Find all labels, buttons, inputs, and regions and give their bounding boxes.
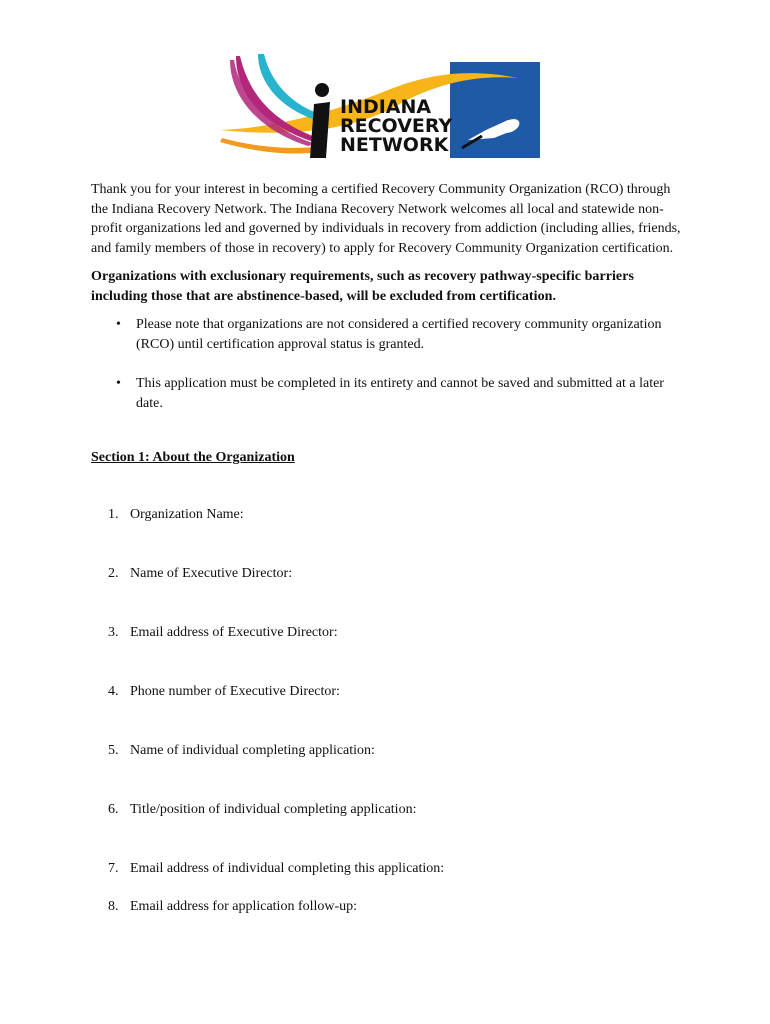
logo-text-line1: INDIANA: [340, 96, 432, 118]
question-label: Name of Executive Director:: [130, 566, 293, 581]
question-organization-name: [108, 505, 244, 524]
question-applicant-title: [108, 800, 416, 819]
question-label: Email address of individual completing this application:: [130, 861, 445, 876]
logo-person-body: [310, 102, 330, 158]
logo-text-line2: RECOVERY: [340, 115, 453, 137]
question-label: Phone number of Executive Director:: [130, 684, 340, 699]
indiana-recovery-network-logo: [218, 50, 542, 162]
question-executive-director-name: [108, 564, 292, 583]
question-number: 6.: [108, 802, 119, 817]
intro-paragraph: Thank you for your interest in becoming a certified Recovery Community Organization (RCO) through the Indiana Recovery Network. The Indiana Recovery Network welcomes all local and statewide non-profit organizations led and governed by individuals in recovery from addiction (including allies, friends, and family members of those in recovery) to apply for Recovery Community Organization certification.: [91, 182, 681, 256]
question-number: 3.: [108, 625, 119, 640]
section-1-title: Section 1: About the Organization: [91, 450, 295, 466]
question-number: 7.: [108, 861, 119, 876]
notice-item: [91, 374, 681, 413]
logo-orange-arc: [220, 138, 322, 154]
question-followup-email: [108, 897, 357, 916]
question-label: Name of individual completing application:: [130, 743, 375, 758]
document-body: [91, 180, 691, 467]
notice-item: [91, 315, 681, 354]
notice-text: Please note that organizations are not considered a certified recovery community organization (RCO) until certification approval status is granted.: [136, 317, 662, 352]
bullet-icon: •: [116, 376, 121, 392]
question-label: Title/position of individual completing application:: [130, 802, 417, 817]
question-number: 8.: [108, 899, 119, 914]
notice-list: [91, 315, 691, 413]
exclusion-warning: Organizations with exclusionary requirements, such as recovery pathway-specific barriers including those that are abstinence-based, will be excluded from certification.: [91, 269, 634, 304]
question-label: Email address for application follow-up:: [130, 899, 358, 914]
question-number: 5.: [108, 743, 119, 758]
question-number: 1.: [108, 507, 119, 522]
question-label: Email address of Executive Director:: [130, 625, 338, 640]
question-number: 2.: [108, 566, 119, 581]
bullet-icon: •: [116, 317, 121, 333]
logo-text-line3: NETWORK: [340, 134, 449, 156]
question-executive-director-email: [108, 623, 338, 642]
question-applicant-email: [108, 859, 444, 878]
question-label: Organization Name:: [130, 507, 244, 522]
question-executive-director-phone: [108, 682, 340, 701]
logo-graphic: [218, 50, 542, 162]
question-applicant-name: [108, 741, 375, 760]
notice-text: This application must be completed in its entirety and cannot be saved and submitted at a later date.: [136, 376, 664, 411]
logo-person-head: [315, 83, 329, 97]
question-number: 4.: [108, 684, 119, 699]
